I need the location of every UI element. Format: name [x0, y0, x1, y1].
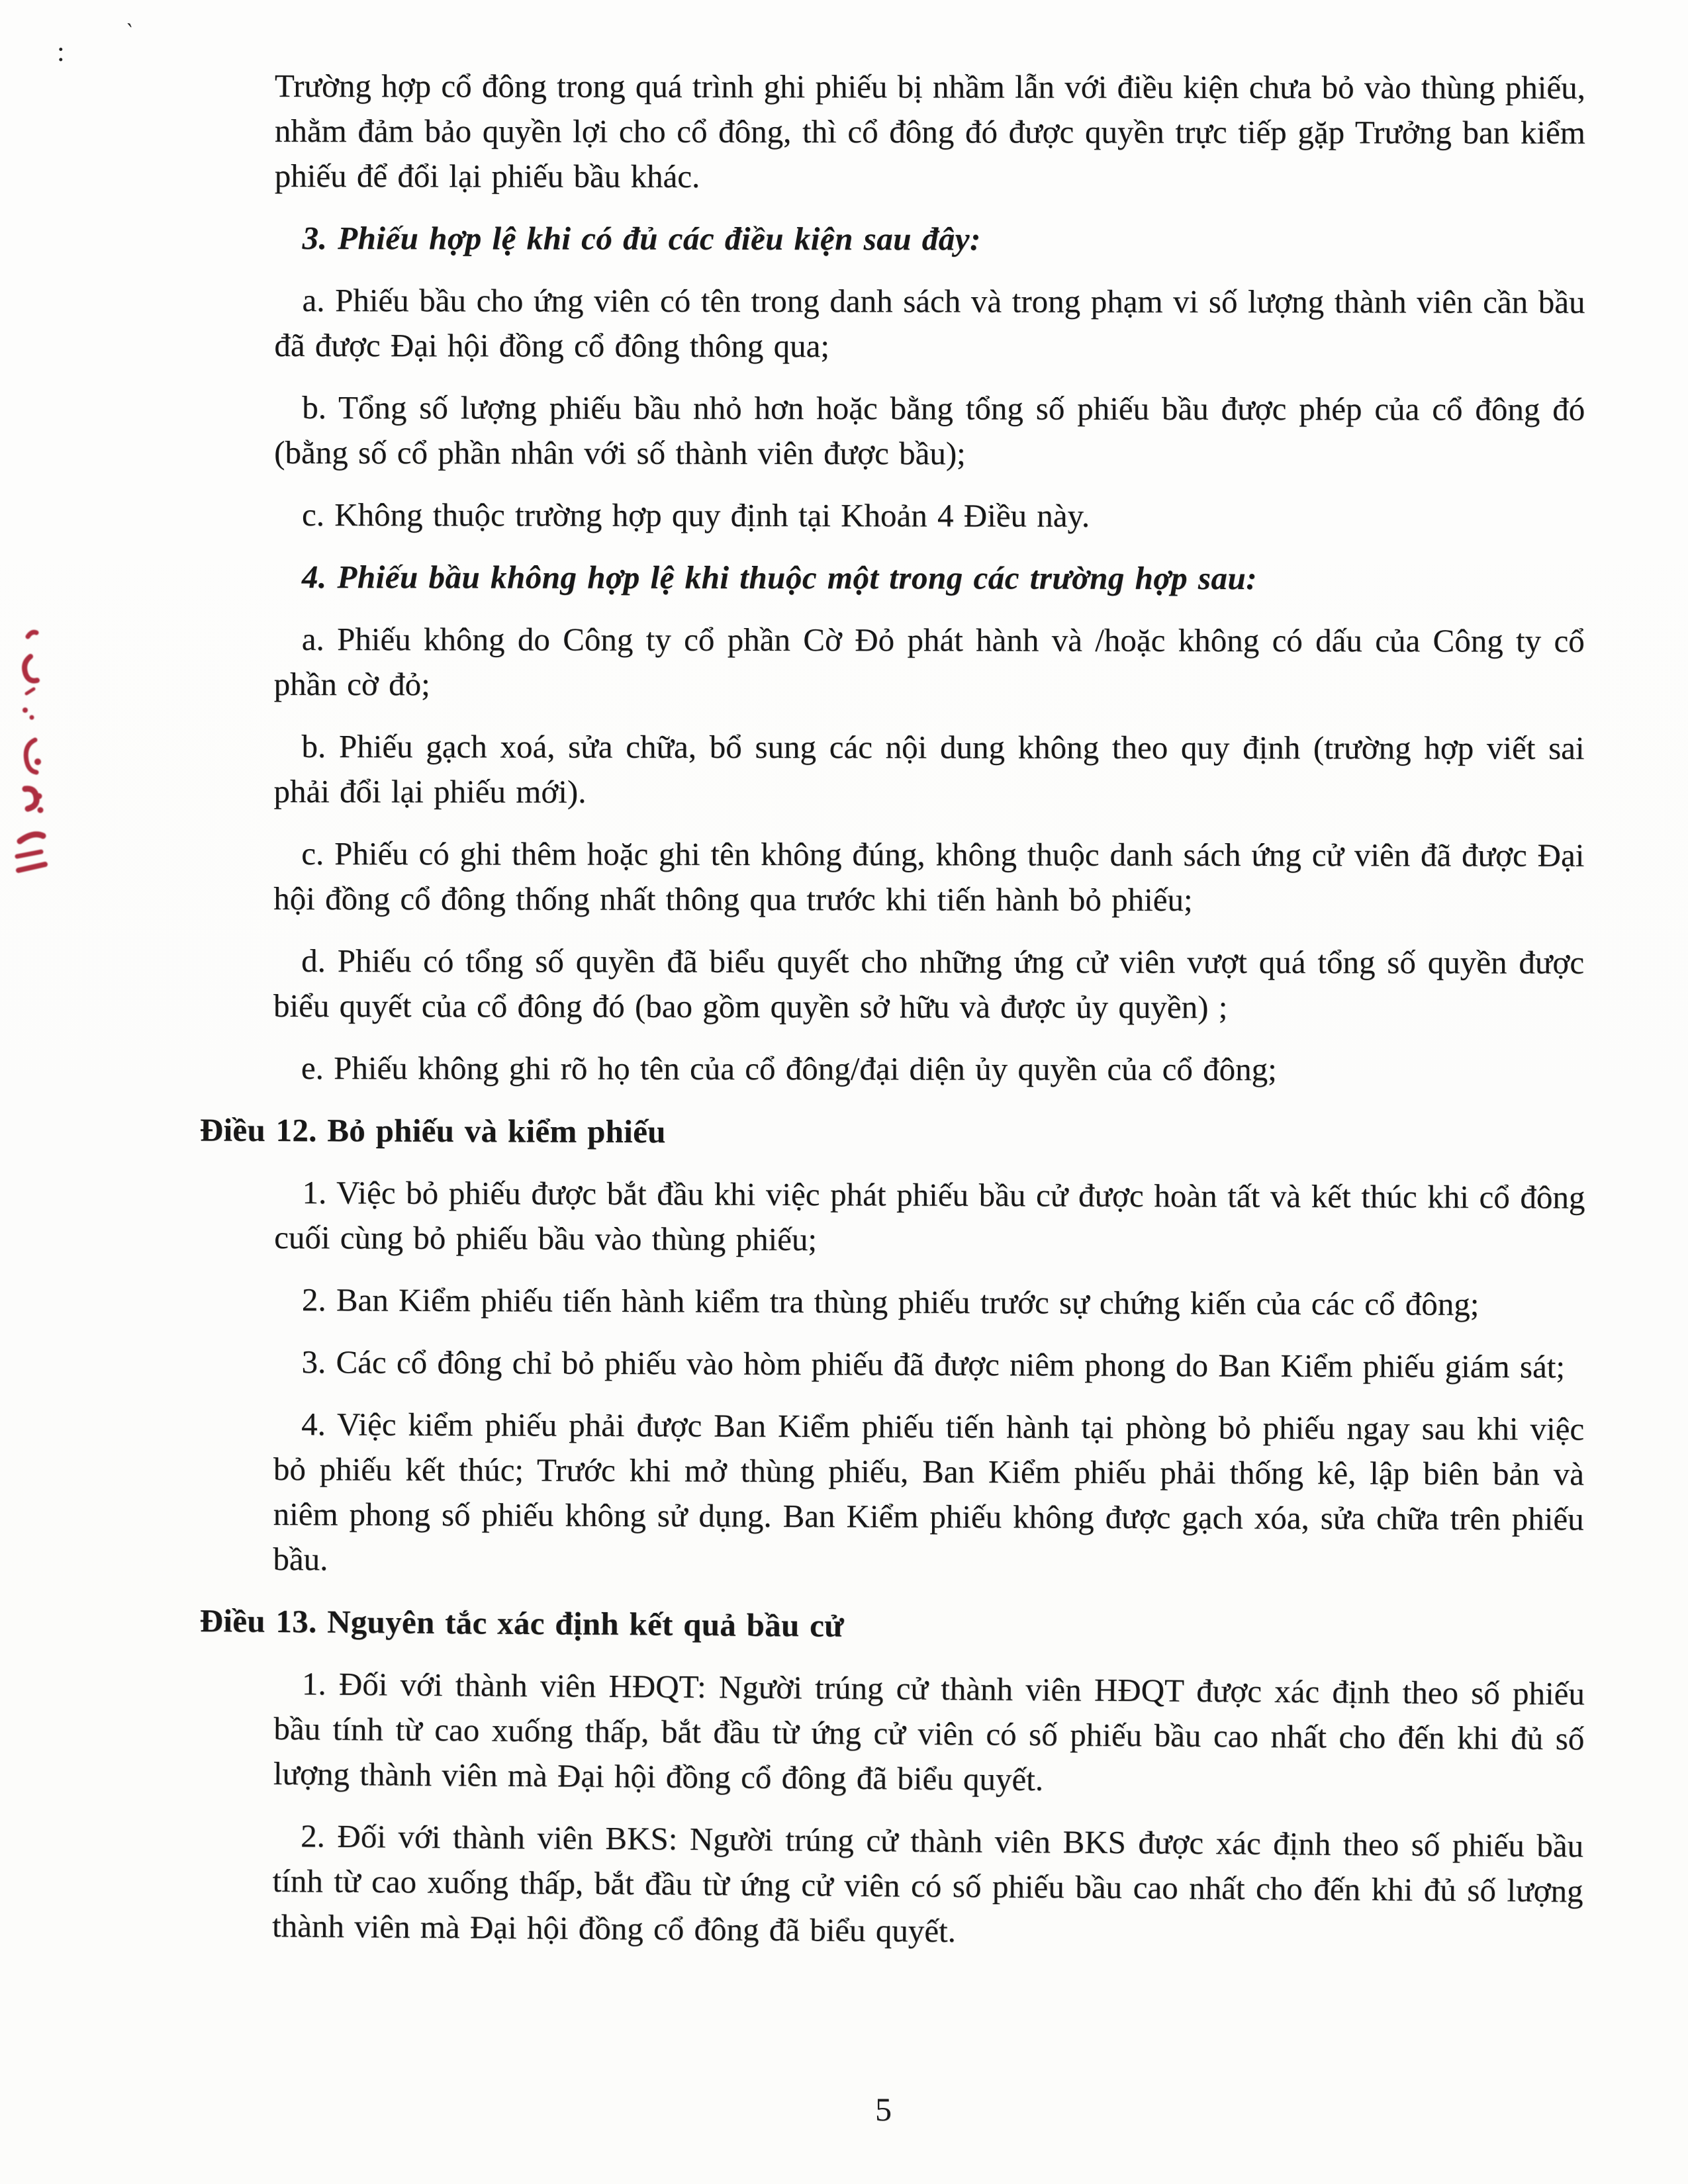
paragraph-continuation: Trường hợp cổ đông trong quá trình ghi phiếu bị nhầm lẫn với điều kiện chưa bỏ vào thùng phiếu, nhằm đảm bảo quyền lợi cho cổ đông, thì cổ đông đó được quyền trực tiếp gặp Trưởng ban kiểm phiếu để đổi lại phiếu bầu khác.: [274, 67, 1585, 195]
section-article-13: [199, 1599, 1585, 1959]
clause-4-item-b: b. Phiếu gạch xoá, sửa chữa, bổ sung các nội dung không theo quy định (trường hợp viết sai phải đổi lại phiếu mới).: [273, 728, 1585, 810]
scan-speck-colon: :: [57, 37, 65, 68]
article-12-item-3: 3. Các cổ đông chỉ bỏ phiếu vào hòm phiếu đã được niêm phong do Ban Kiểm phiếu giám sát;: [301, 1343, 1566, 1385]
heading-clause-3: 3. Phiếu hợp lệ khi có đủ các điều kiện sau đây:: [302, 220, 981, 257]
heading-clause-4: 4. Phiếu bầu không hợp lệ khi thuộc một trong các trường hợp sau:: [301, 559, 1258, 597]
article-13-item-2: 2. Đối với thành viên BKS: Người trúng cử thành viên BKS được xác định theo số phiếu bầu tính từ cao xuống thấp, bắt đầu từ ứng cử viên có số phiếu bầu cao nhất cho đến khi đủ số lượng thành viên mà Đại hội đồng cổ đông đã biểu quyết.: [271, 1817, 1584, 1950]
article-12-item-2: 2. Ban Kiểm phiếu tiến hành kiểm tra thùng phiếu trước sự chứng kiến của các cổ đông;: [301, 1281, 1479, 1322]
article-13-item-1: 1. Đối với thành viên HĐQT: Người trúng cử thành viên HĐQT được xác định theo số phiếu bầu tính từ cao xuống thấp, bắt đầu từ ứng cử viên có số phiếu bầu cao nhất cho đến khi đủ số lượng thành viên mà Đại hội đồng cổ đông đã biểu quyết.: [273, 1665, 1585, 1798]
page-number: 5: [875, 2091, 892, 2128]
section-ballot-validity: [273, 64, 1585, 1093]
article-12-item-4: 4. Việc kiểm phiếu phải được Ban Kiểm phiếu tiến hành tại phòng bỏ phiếu ngay sau khi việc bỏ phiếu kết thúc; Trước khi mở thùng phiếu, Ban Kiểm phiếu phải thống kê, lập biên bản và niêm phong số phiếu không sử dụng. Ban Kiểm phiếu không được gạch xóa, sửa chữa trên phiếu bầu.: [273, 1406, 1585, 1578]
clause-3-item-a: a. Phiếu bầu cho ứng viên có tên trong danh sách và trong phạm vi số lượng thành viên cần bầu đã được Đại hội đồng cổ đông thông qua;: [274, 282, 1585, 365]
red-margin-marks: [8, 622, 54, 900]
clause-4-item-a: a. Phiếu không do Công ty cổ phần Cờ Đỏ phát hành và /hoặc không có dấu của Công ty cổ phần cờ đỏ;: [273, 621, 1585, 703]
heading-article-13: Điều 13. Nguyên tắc xác định kết quả bầu cử: [199, 1602, 845, 1644]
section-article-12: [199, 1108, 1585, 1587]
clause-4-item-c: c. Phiếu có ghi thêm hoặc ghi tên không đúng, không thuộc danh sách ứng cử viên đã được Đại hội đồng cổ đông thống nhất thông qua trước khi tiến hành bỏ phiếu;: [273, 835, 1585, 918]
clause-3-item-b: b. Tổng số lượng phiếu bầu nhỏ hơn hoặc bằng tổng số phiếu bầu được phép của cổ đông đó (bằng số cổ phần nhân với số thành viên được bầu);: [274, 389, 1585, 472]
clause-4-item-e: e. Phiếu không ghi rõ họ tên của cổ đông/đại diện ủy quyền của cổ đông;: [301, 1050, 1277, 1088]
scan-speck-tick: ˋ: [122, 19, 135, 45]
heading-article-12: Điều 12. Bỏ phiếu và kiểm phiếu: [199, 1111, 666, 1150]
article-12-item-1: 1. Việc bỏ phiếu được bắt đầu khi việc phát phiếu bầu cử được hoàn tất và kết thúc khi cổ đông cuối cùng bỏ phiếu bầu vào thùng phiếu;: [274, 1174, 1585, 1258]
document-body: [199, 64, 1585, 1966]
clause-4-item-d: d. Phiếu có tổng số quyền đã biểu quyết cho những ứng cử viên vượt quá tổng số quyền được biểu quyết của cổ đông đó (bao gồm quyền sở hữu và được ủy quyền) ;: [273, 942, 1585, 1026]
clause-3-item-c: c. Không thuộc trường hợp quy định tại Khoản 4 Điều này.: [302, 496, 1090, 534]
